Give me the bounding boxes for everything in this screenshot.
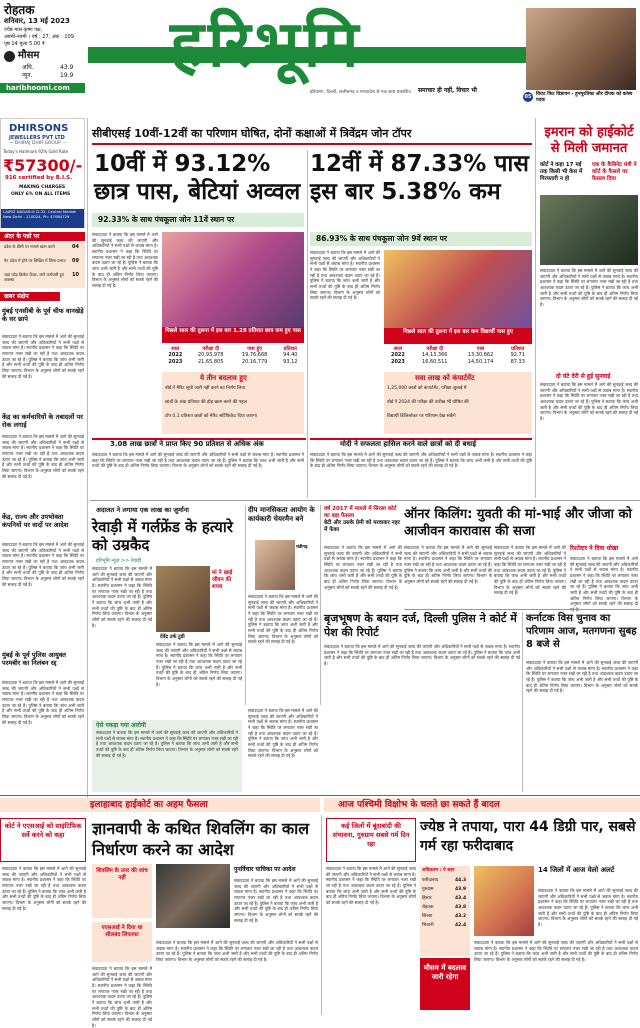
inside-page-1: 04	[72, 244, 79, 250]
imran-photo	[540, 195, 638, 265]
imran-cap2: एक के कैबिनेट मंत्री ने कोर्ट के फैसले पर फैसला दिया	[592, 162, 637, 182]
tagline: हरियाणा, दिल्ली, छत्तीसगढ़ व मध्यप्रदेश से एक साथ प्रकाशित	[310, 90, 411, 95]
gyan-body-3: संवाददाता ने बताया कि इस मामले में आगे की सुनवाई जल्द की जाएगी और अधिकारियों ने सभी पक्षों से जवाब मांगा है। स्थानीय प्रशासन ने कहा कि स्थिति पर लगातार नजर रखी जा रही है तथा आवश्यक कदम उठाए जा रहे हैं। पुलिस ने बताया कि जांच अभी जारी है और सभी तथ्यों की पुष्टि के बाद ही अंतिम निर्णय लिया जाएगा। विभाग के अनुसार लोगों को सतर्क रहने की सलाह दी गई है।	[92, 966, 152, 1028]
mid-rule	[90, 500, 640, 501]
lead10-cell: 93.12	[283, 358, 298, 365]
heat-note: मौसम में बदलाव जारी रहेगा	[423, 964, 467, 981]
brij-rule	[404, 609, 640, 610]
weather-banner: आज पश्चिमी विक्षोभ के चलते छा सकते हैं बादल	[338, 800, 500, 810]
lead12-caption: पिछले साल की तुलना में इस बार कम विद्यार्थी पास हुए	[403, 329, 513, 335]
edition-meta-2: अष्टमी-नवमी । वर्ष : 27, अंक : 109	[4, 34, 74, 40]
inside-page-2: 09	[72, 258, 79, 264]
honor-divider	[320, 505, 321, 705]
gyan-side: कोर्ट ने एएसआई को साइंटिफिक सर्वे करने को कहा	[4, 822, 82, 839]
lead10-th-3: प्रतिशत	[283, 346, 297, 352]
weather-max-label: अधि.	[22, 64, 34, 71]
strip1-body: संवाददाता ने बताया कि इस मामले में आगे की सुनवाई जल्द की जाएगी और अधिकारियों ने सभी पक्षों से जवाब मांगा है। स्थानीय प्रशासन ने कहा कि स्थिति पर लगातार नजर रखी जा रही है तथा आवश्यक कदम उठाए जा रहे हैं। पुलिस ने बताया कि जांच अभी जारी है और सभी तथ्यों की पुष्टि के बाद ही अंतिम निर्णय लिया जाएगा। विभाग के अनुसार लोगों को सतर्क रहने की सलाह दी गई है।	[92, 452, 304, 469]
masthead-city: रोहतक	[4, 3, 35, 17]
lead12-cell: 92.71	[510, 352, 525, 359]
lead12-sub: 86.93% के साथ पंचकूला जोन 9वें स्थान पर	[316, 234, 447, 243]
strip2: मोदी ने सफलता हासिल करने वाले छात्रों को दी बधाई	[340, 440, 477, 448]
lead12-headline: 12वीं में 87.33% पास इस बार 5.38% कम	[310, 151, 529, 205]
heat-body-2: संवाददाता ने बताया कि इस मामले में आगे की सुनवाई जल्द की जाएगी और अधिकारियों ने सभी पक्षों से जवाब मांगा है। स्थानीय प्रशासन ने कहा कि स्थिति पर लगातार नजर रखी जा रही है तथा आवश्यक कदम उठाए जा रहे हैं। पुलिस ने बताया कि जांच अभी जारी है और सभी तथ्यों की पुष्टि के बाद ही अंतिम निर्णय लिया जाएगा। विभाग के अनुसार लोगों को सतर्क रहने की सलाह दी गई है।	[474, 940, 638, 963]
honor-top: वर्ष 2017 में मामले में सिरसा कोर्ट का बड़ा फैसला	[324, 506, 397, 519]
heat-temp-4: 43.2	[455, 914, 467, 919]
heat-temp-2: 43.4	[455, 896, 467, 901]
rewari-top: अदालत ने लगाया एक लाख का जुर्माना	[96, 506, 189, 514]
weather-title: मौसम	[18, 50, 40, 61]
heat-body-1: संवाददाता ने बताया कि इस मामले में आगे की सुनवाई जल्द की जाएगी और अधिकारियों ने सभी पक्षों से जवाब मांगा है। स्थानीय प्रशासन ने कहा कि स्थिति पर लगातार नजर रखी जा रही है तथा आवश्यक कदम उठाए जा रहे हैं। पुलिस ने बताया कि जांच अभी जारी है और सभी तथ्यों की पुष्टि के बाद ही अंतिम निर्णय लिया जाएगा। विभाग के अनुसार लोगों को सतर्क रहने की सलाह दी गई है।	[326, 866, 416, 906]
inside-item-2[interactable]: मेट प्रदेश में होने पर लिखित में लिया प्रभाव	[4, 258, 66, 263]
ad-making: MAKING CHARGES	[19, 185, 66, 190]
lead12-cell: 2023	[390, 358, 405, 365]
lead-divider	[307, 150, 308, 498]
lead10-caption: पिछले साल की तुलना में इस बार 1.28 प्रतिशत छात्र कम हुए पास	[165, 328, 301, 334]
lead12-table	[384, 346, 532, 365]
lead10-sub: 92.33% के साथ पंचकूला जोन 11वें स्थान पर	[98, 215, 235, 224]
gyan-review: पुनर्विचार याचिका पर आदेश	[234, 866, 296, 873]
heat-temp-5: 42.4	[455, 923, 467, 928]
lead12-cell: 14,13,366	[422, 352, 448, 359]
inside-item-3[interactable]: जहां फोड़ क्रिकेट फेंका, जाने कर्मचारी हुए अवस्था	[4, 272, 64, 282]
ad-box	[0, 118, 85, 228]
khabar-body-4: संवाददाता ने बताया कि इस मामले में आगे की सुनवाई जल्द की जाएगी और अधिकारियों ने सभी पक्षों से जवाब मांगा है। स्थानीय प्रशासन ने कहा कि स्थिति पर लगातार नजर रखी जा रही है तथा आवश्यक कदम उठाए जा रहे हैं। पुलिस ने बताया कि जांच अभी जारी है और सभी तथ्यों की पुष्टि के बाद ही अंतिम निर्णय लिया जाएगा। विभाग के अनुसार लोगों को सतर्क रहने की सलाह दी गई है।	[2, 680, 84, 725]
ad-brand-sub: JEWELLERS PVT LTD	[9, 135, 65, 141]
heat-city-4: सिरसा	[422, 914, 433, 919]
lead10-photo	[162, 232, 304, 327]
heat-temp-1: 43.9	[455, 887, 467, 892]
heat-aside-body: संवाददाता ने बताया कि इस मामले में आगे की सुनवाई जल्द की जाएगी और अधिकारियों ने सभी पक्षों से जवाब मांगा है। स्थानीय प्रशासन ने कहा कि स्थिति पर लगातार नजर रखी जा रही है तथा आवश्यक कदम उठाए जा रहे हैं। पुलिस ने बताया कि जांच अभी जारी है और सभी तथ्यों की पुष्टि के बाद ही अंतिम निर्णय लिया जाएगा। विभाग के अनुसार लोगों को सतर्क रहने की सलाह दी गई है।	[538, 888, 638, 928]
lead10-point-1: बोर्ड ने मेरिट सूची जारी नहीं करने का निर्णय लिया	[165, 386, 246, 391]
lead12-photo	[384, 250, 532, 328]
khabar-h3: केंद्र, राज्य और उपभोक्ता कंपनियों पर वादों पर आदेश	[2, 513, 69, 529]
gyan-headline: ज्ञानवापी के कथित शिवलिंग का काल निर्धारण करने का आदेश	[92, 819, 310, 859]
heat-city-3: रोहतक	[422, 905, 434, 910]
rewari-body-2: संवाददाता ने बताया कि इस मामले में आगे की सुनवाई जल्द की जाएगी और अधिकारियों ने सभी पक्षों से जवाब मांगा है। स्थानीय प्रशासन ने कहा कि स्थिति पर लगातार नजर रखी जा रही है तथा आवश्यक कदम उठाए जा रहे हैं। पुलिस ने बताया कि जांच अभी जारी है और सभी तथ्यों की पुष्टि के बाद ही अंतिम निर्णय लिया जाएगा। विभाग के अनुसार लोगों को सतर्क रहने की सलाह दी गई है।	[156, 642, 242, 687]
gyan-photo	[156, 864, 230, 928]
imran-q: दो घंटे देरी से हुई सुनवाई	[556, 373, 611, 380]
rewari-photo	[156, 566, 210, 632]
lead10-th-1: परीक्षा दी	[202, 346, 220, 352]
honor-headline: ऑनर किलिंग: युवती की मां-भाई और जीजा को आजीवन कारावास की सजा	[404, 507, 632, 539]
heat-headline: ज्येष्ठ ने तपाया, पारा 44 डिग्री पार, सबसे गर्म रहा फरीदाबाद	[420, 819, 636, 854]
bottom-divider	[321, 815, 322, 1015]
honor-ebox: बेटी और उसके प्रेमी को मरवाकर नहर में फेंका	[324, 520, 400, 533]
results-banner: सीबीएसई 10वीं-12वीं का परिणाम घोषित, दोनों कक्षाओं में त्रिवेंद्रम जोन टॉपर	[92, 127, 412, 140]
lead12-cell: 13,30,662	[467, 352, 494, 359]
bottom-rule	[0, 795, 640, 796]
honor-body-2: संवाददाता ने बताया कि इस मामले में आगे की सुनवाई जल्द की जाएगी और अधिकारियों ने सभी पक्षों से जवाब मांगा है। स्थानीय प्रशासन ने कहा कि स्थिति पर लगातार नजर रखी जा रही है तथा आवश्यक कदम उठाए जा रहे हैं। पुलिस ने बताया कि जांच अभी जारी है और सभी तथ्यों की पुष्टि के बाद ही अंतिम निर्णय लिया जाएगा। विभाग के अनुसार लोगों को सतर्क रहने की सलाह दी गई है।	[404, 545, 492, 585]
rewari-body: संवाददाता ने बताया कि इस मामले में आगे की सुनवाई जल्द की जाएगी और अधिकारियों ने सभी पक्षों से जवाब मांगा है। स्थानीय प्रशासन ने कहा कि स्थिति पर लगातार नजर रखी जा रही है तथा आवश्यक कदम उठाए जा रहे हैं। पुलिस ने बताया कि जांच अभी जारी है और सभी तथ्यों की पुष्टि के बाद ही अंतिम निर्णय लिया जाएगा। विभाग के अनुसार लोगों को सतर्क रहने की सलाह दी गई है।	[92, 566, 152, 628]
ad-rate-label: Today's Hallmark 92% Gold Rate	[3, 149, 69, 154]
lead10-th-2: पास हुए	[247, 346, 262, 352]
heat-city-2: हिसार	[422, 896, 432, 901]
gyan-side-body: संवाददाता ने बताया कि इस मामले में आगे की सुनवाई जल्द की जाएगी और अधिकारियों ने सभी पक्षों से जवाब मांगा है। स्थानीय प्रशासन ने कहा कि स्थिति पर लगातार नजर रखी जा रही है तथा आवश्यक कदम उठाए जा रहे हैं। पुलिस ने बताया कि जांच अभी जारी है और सभी तथ्यों की पुष्टि के बाद ही अंतिम निर्णय लिया जाएगा। विभाग के अनुसार लोगों को सतर्क रहने की सलाह दी गई है।	[2, 866, 86, 911]
lead12-th-0: साल	[393, 346, 402, 352]
heat-side: कई जिलों में बूंदाबांदी की संभावना, गुरुग्राम सबसे गर्म दिन रहा	[332, 822, 410, 848]
khabar-sankshep	[0, 292, 85, 792]
wadhwa-headline: दीप मानसिकता आयोग के कार्यकारी चेयरमैन बने	[248, 506, 315, 523]
imran-divider	[535, 118, 536, 498]
lead10-headline: 10वीं में 93.12% छात्र पास, बेटियां अव्वल	[94, 151, 301, 205]
inside-page-3: 10	[72, 272, 79, 278]
karnataka-divider	[522, 612, 523, 792]
wadhwa-name: चंडीगढ़	[296, 545, 308, 550]
rewari-extra: संवाददाता ने बताया कि इस मामले में आगे की सुनवाई जल्द की जाएगी और अधिकारियों ने सभी पक्षों से जवाब मांगा है। स्थानीय प्रशासन ने कहा कि स्थिति पर लगातार नजर रखी जा रही है तथा आवश्यक कदम उठाए जा रहे हैं। पुलिस ने बताया कि जांच अभी जारी है और सभी तथ्यों की पुष्टि के बाद ही अंतिम निर्णय लिया जाएगा। विभाग के अनुसार लोगों को सतर्क रहने की सलाह दी गई है।	[248, 708, 318, 759]
khabar-body-3: संवाददाता ने बताया कि इस मामले में आगे की सुनवाई जल्द की जाएगी और अधिकारियों ने सभी पक्षों से जवाब मांगा है। स्थानीय प्रशासन ने कहा कि स्थिति पर लगातार नजर रखी जा रही है तथा आवश्यक कदम उठाए जा रहे हैं। पुलिस ने बताया कि जांच अभी जारी है और सभी तथ्यों की पुष्टि के बाद ही अंतिम निर्णय लिया जाएगा। विभाग के अनुसार लोगों को सतर्क रहने की सलाह दी गई है।	[2, 542, 84, 587]
rewari-quote: मां ने खाई जीवन की शपथ	[212, 570, 233, 590]
hc-banner: इलाहाबाद हाईकोर्ट का अहम फैसला	[90, 800, 208, 810]
brij-body: संवाददाता ने बताया कि इस मामले में आगे की सुनवाई जल्द की जाएगी और अधिकारियों ने सभी पक्षों से जवाब मांगा है। स्थानीय प्रशासन ने कहा कि स्थिति पर लगातार नजर रखी जा रही है तथा आवश्यक कदम उठाए जा रहे हैं। पुलिस ने बताया कि जांच अभी जारी है और सभी तथ्यों की पुष्टि के बाद ही अंतिम निर्णय लिया जाएगा। विभाग के अनुसार लोगों को सतर्क रहने की सलाह दी गई है।	[324, 644, 520, 667]
edition-meta-3: पृष्ठ 14 मूल्य 5.00 ₹	[4, 41, 45, 47]
khabar-title: खबर संक्षेप	[4, 293, 29, 300]
rewari-caption: देवेंद्र उर्फ टुडी	[160, 634, 185, 640]
wadhwa-body: संवाददाता ने बताया कि इस मामले में आगे की सुनवाई जल्द की जाएगी और अधिकारियों ने सभी पक्षों से जवाब मांगा है। स्थानीय प्रशासन ने कहा कि स्थिति पर लगातार नजर रखी जा रही है तथा आवश्यक कदम उठाए जा रहे हैं। पुलिस ने बताया कि जांच अभी जारी है और सभी तथ्यों की पुष्टि के बाद ही अंतिम निर्णय लिया जाएगा। विभाग के अनुसार लोगों को सतर्क रहने की सलाह दी गई है।	[248, 594, 318, 645]
gyan-body-2: संवाददाता ने बताया कि इस मामले में आगे की सुनवाई जल्द की जाएगी और अधिकारियों ने सभी पक्षों से जवाब मांगा है। स्थानीय प्रशासन ने कहा कि स्थिति पर लगातार नजर रखी जा रही है तथा आवश्यक कदम उठाए जा रहे हैं। पुलिस ने बताया कि जांच अभी जारी है और सभी तथ्यों की पुष्टि के बाद ही अंतिम निर्णय लिया जाएगा। विभाग के अनुसार लोगों को सतर्क रहने की सलाह दी गई है।	[156, 940, 318, 963]
slogan: समाचार ही नहीं, विचार भी	[418, 87, 477, 94]
website[interactable]: haribhoomi.com	[6, 84, 70, 92]
lead10-cell: 20,16,779	[241, 358, 268, 365]
weather-min-label: न्यून.	[22, 72, 33, 79]
lead10-point-3: टॉप 0.1 प्रतिशत छात्रों को मेरिट सर्टिफिकेट दिया जाएगा	[165, 414, 257, 419]
lead10-cell: 94.40	[283, 352, 298, 359]
lead10-points-title: ये तीन बदलाव हुए	[200, 374, 247, 382]
lead12-th-3: प्रतिशत	[511, 346, 525, 352]
rewari-box-title: ऐसे पकड़ा गया आरोपी	[96, 722, 146, 729]
lead10-cell: 20,93,978	[197, 352, 224, 359]
honor-side: रिश्तेदार ने दिया धोखा	[570, 545, 619, 552]
lead10-cell: 2023	[168, 358, 183, 365]
lead10-table	[162, 346, 304, 365]
lead10-cell: 2022	[168, 352, 183, 359]
honor-body-3: संवाददाता ने बताया कि इस मामले में आगे की सुनवाई जल्द की जाएगी और अधिकारियों ने सभी पक्षों से जवाब मांगा है। स्थानीय प्रशासन ने कहा कि स्थिति पर लगातार नजर रखी जा रही है तथा आवश्यक कदम उठाए जा रहे हैं। पुलिस ने बताया कि जांच अभी जारी है और सभी तथ्यों की पुष्टि के बाद ही अंतिम निर्णय लिया जाएगा। विभाग के अनुसार लोगों को सतर्क रहने की सलाह दी गई है।	[494, 545, 566, 596]
masthead	[0, 0, 640, 110]
lead12-point-3: विद्यार्थी डिजिलॉकर पर परिणाम देख सकेंगे	[387, 414, 456, 419]
heat-photo	[474, 866, 534, 936]
ad-price: ₹57300/-	[3, 156, 83, 175]
teaser-badge: 05	[524, 94, 532, 100]
ad-address: LAJPAT NAGAR-II: D-32, Central Market New Delhi - 110024, Ph: 47084729	[3, 209, 76, 219]
khabar-h1: मुंबई एनसीबी के पूर्व चीफ वानखेड़े के घर छापे	[2, 307, 84, 323]
khabar-body-1: संवाददाता ने बताया कि इस मामले में आगे की सुनवाई जल्द की जाएगी और अधिकारियों ने सभी पक्षों से जवाब मांगा है। स्थानीय प्रशासन ने कहा कि स्थिति पर लगातार नजर रखी जा रही है तथा आवश्यक कदम उठाए जा रहे हैं। पुलिस ने बताया कि जांच अभी जारी है और सभी तथ्यों की पुष्टि के बाद ही अंतिम निर्णय लिया जाएगा। विभाग के अनुसार लोगों को सतर्क रहने की सलाह दी गई है।	[2, 334, 84, 379]
ad-brand: DHIRSONS	[9, 123, 69, 134]
lead12-cell: 2022	[390, 352, 405, 359]
logo: हरिभूमि	[170, 7, 363, 82]
imran-body-2: संवाददाता ने बताया कि इस मामले में आगे की सुनवाई जल्द की जाएगी और अधिकारियों ने सभी पक्षों से जवाब मांगा है। स्थानीय प्रशासन ने कहा कि स्थिति पर लगातार नजर रखी जा रही है तथा आवश्यक कदम उठाए जा रहे हैं। पुलिस ने बताया कि जांच अभी जारी है और सभी तथ्यों की पुष्टि के बाद ही अंतिम निर्णय लिया जाएगा। विभाग के अनुसार लोगों को सतर्क रहने की सलाह दी गई है।	[540, 382, 638, 422]
weather-max: 43.9	[60, 64, 74, 71]
lead12-cell: 14,50,174	[467, 358, 494, 365]
ad-group: — DHIRAJ DHIR GROUP —	[9, 141, 67, 146]
gyan-box1-text: शिवलिंग के उपर की जांच नहीं	[96, 868, 148, 881]
lead12-body: संवाददाता ने बताया कि इस मामले में आगे की सुनवाई जल्द की जाएगी और अधिकारियों ने सभी पक्षों से जवाब मांगा है। स्थानीय प्रशासन ने कहा कि स्थिति पर लगातार नजर रखी जा रही है तथा आवश्यक कदम उठाए जा रहे हैं। पुलिस ने बताया कि जांच अभी जारी है और सभी तथ्यों की पुष्टि के बाद ही अंतिम निर्णय लिया जाएगा। विभाग के अनुसार लोगों को सतर्क रहने की सलाह दी गई है।	[310, 250, 380, 301]
honor-body-1: संवाददाता ने बताया कि इस मामले में आगे की सुनवाई जल्द की जाएगी और अधिकारियों ने सभी पक्षों से जवाब मांगा है। स्थानीय प्रशासन ने कहा कि स्थिति पर लगातार नजर रखी जा रही है तथा आवश्यक कदम उठाए जा रहे हैं। पुलिस ने बताया कि जांच अभी जारी है और सभी तथ्यों की पुष्टि के बाद ही अंतिम निर्णय लिया जाएगा। विभाग के अनुसार लोगों को सतर्क रहने की सलाह दी गई है।	[324, 545, 402, 590]
masthead-date: शनिवार, 13 मई 2023	[4, 17, 70, 25]
lead10-body: संवाददाता ने बताया कि इस मामले में आगे की सुनवाई जल्द की जाएगी और अधिकारियों ने सभी पक्षों से जवाब मांगा है। स्थानीय प्रशासन ने कहा कि स्थिति पर लगातार नजर रखी जा रही है तथा आवश्यक कदम उठाए जा रहे हैं। पुलिस ने बताया कि जांच अभी जारी है और सभी तथ्यों की पुष्टि के बाद ही अंतिम निर्णय लिया जाएगा। विभाग के अनुसार लोगों को सतर्क रहने की सलाह दी गई है।	[92, 232, 158, 289]
wadhwa-photo	[255, 540, 295, 590]
strip2-body: संवाददाता ने बताया कि इस मामले में आगे की सुनवाई जल्द की जाएगी और अधिकारियों ने सभी पक्षों से जवाब मांगा है। स्थानीय प्रशासन ने कहा कि स्थिति पर लगातार नजर रखी जा रही है तथा आवश्यक कदम उठाए जा रहे हैं। पुलिस ने बताया कि जांच अभी जारी है और सभी तथ्यों की पुष्टि के बाद ही अंतिम निर्णय लिया जाएगा। विभाग के अनुसार लोगों को सतर्क रहने की सलाह दी गई है।	[310, 452, 532, 469]
sun-icon	[4, 51, 15, 62]
inside-title: अंदर के पन्नों पर	[4, 233, 40, 240]
imran-body-1: संवाददाता ने बताया कि इस मामले में आगे की सुनवाई जल्द की जाएगी और अधिकारियों ने सभी पक्षों से जवाब मांगा है। स्थानीय प्रशासन ने कहा कि स्थिति पर लगातार नजर रखी जा रही है तथा आवश्यक कदम उठाए जा रहे हैं। पुलिस ने बताया कि जांच अभी जारी है और सभी तथ्यों की पुष्टि के बाद ही अंतिम निर्णय लिया जाएगा। विभाग के अनुसार लोगों को सतर्क रहने की सलाह दी गई है।	[540, 268, 638, 308]
teaser-text: विराट फिट विज्ञापन - हुनमूरतिका और दीपक को कांस्य पदक	[536, 92, 633, 103]
lead12-point-2: बोर्ड ने 2024 की परीक्षा की तारीख भी घोषित की	[387, 400, 469, 405]
lead10-cell: 21,65,805	[197, 358, 224, 365]
inside-pages	[0, 232, 85, 288]
left-divider	[87, 118, 88, 798]
results-banner-rule	[92, 143, 532, 145]
strip1: 3.08 लाख छात्रों ने प्राप्त किए 90 प्रतिशत से अधिक अंक	[110, 440, 264, 448]
lead10-cell: 19,76,668	[241, 352, 268, 359]
lead12-th-2: पास	[476, 346, 485, 352]
heat-city-1: गुरुग्राम	[422, 887, 434, 892]
gyan-box2-text: एएसआई ने दिया था सीलबंद लिफाफा	[101, 925, 143, 938]
inside-item-1[interactable]: प्रदेश के डीसी पर मामले खत्म करने	[4, 244, 55, 249]
khabar-h4: मुंबई के पूर्व पुलिस आयुक्त परमबीर का निलंबन रद्द	[2, 651, 66, 667]
heat-box-title: अधिकतम : ये शहर	[422, 868, 455, 873]
karnataka-body: संवाददाता ने बताया कि इस मामले में आगे की सुनवाई जल्द की जाएगी और अधिकारियों ने सभी पक्षों से जवाब मांगा है। स्थानीय प्रशासन ने कहा कि स्थिति पर लगातार नजर रखी जा रही है तथा आवश्यक कदम उठाए जा रहे हैं। पुलिस ने बताया कि जांच अभी जारी है और सभी तथ्यों की पुष्टि के बाद ही अंतिम निर्णय लिया जाएगा। विभाग के अनुसार लोगों को सतर्क रहने की सलाह दी गई है।	[526, 660, 638, 694]
wadhwa-divider	[245, 505, 246, 705]
khabar-body-2: संवाददाता ने बताया कि इस मामले में आगे की सुनवाई जल्द की जाएगी और अधिकारियों ने सभी पक्षों से जवाब मांगा है। स्थानीय प्रशासन ने कहा कि स्थिति पर लगातार नजर रखी जा रही है तथा आवश्यक कदम उठाए जा रहे हैं। पुलिस ने बताया कि जांच अभी जारी है और सभी तथ्यों की पुष्टि के बाद ही अंतिम निर्णय लिया जाएगा। विभाग के अनुसार लोगों को सतर्क रहने की सलाह दी गई है।	[2, 434, 84, 479]
rewari-headline: रेवाड़ी में गर्लफ्रेंड के हत्यारे को उम्रकैद	[92, 518, 233, 554]
heat-city-5: भिवानी	[422, 923, 434, 928]
ad-offer: ONLY 6% ON ALL ITEMS	[11, 192, 71, 197]
imran-cap1: कोर्ट ने कहा 17 मई तक किसी भी केस में गिरफ्तारी न हो	[540, 162, 583, 182]
rewari-box-body: संवाददाता ने बताया कि इस मामले में आगे की सुनवाई जल्द की जाएगी और अधिकारियों ने सभी पक्षों से जवाब मांगा है। स्थानीय प्रशासन ने कहा कि स्थिति पर लगातार नजर रखी जा रही है तथा आवश्यक कदम उठाए जा रहे हैं। पुलिस ने बताया कि जांच अभी जारी है और सभी तथ्यों की पुष्टि के बाद ही अंतिम निर्णय लिया जाएगा। विभाग के अनुसार लोगों को सतर्क रहने की सलाह दी गई है।	[96, 730, 238, 758]
lead12-cell: 16,60,511	[422, 358, 448, 365]
honor-side-body: संवाददाता ने बताया कि इस मामले में आगे की सुनवाई जल्द की जाएगी और अधिकारियों ने सभी पक्षों से जवाब मांगा है। स्थानीय प्रशासन ने कहा कि स्थिति पर लगातार नजर रखी जा रही है तथा आवश्यक कदम उठाए जा रहे हैं। पुलिस ने बताया कि जांच अभी जारी है और सभी तथ्यों की पुष्टि के बाद ही अंतिम निर्णय लिया जाएगा। विभाग के अनुसार लोगों को सतर्क रहने की सलाह दी	[570, 556, 638, 607]
lead12-points-title: सवा लाख को कंपार्टमेंट	[415, 374, 475, 382]
heat-temp-0: 44.3	[455, 878, 467, 883]
ad-purity: 916 certified by B.I.S.	[5, 175, 73, 181]
lead10-th-0: साल	[171, 346, 180, 352]
gyan-body-1: संवाददाता ने बताया कि इस मामले में आगे की सुनवाई जल्द की जाएगी और अधिकारियों ने सभी पक्षों से जवाब मांगा है। स्थानीय प्रशासन ने कहा कि स्थिति पर लगातार नजर रखी जा रही है तथा आवश्यक कदम उठाए जा रहे हैं। पुलिस ने बताया कि जांच अभी जारी है और सभी तथ्यों की पुष्टि के बाद ही अंतिम निर्णय लिया जाएगा। विभाग के अनुसार लोगों को सतर्क रहने की सलाह दी गई है।	[234, 878, 318, 923]
lead12-point-1: 1,25,000 छात्रों को कंपार्टमेंट, परीक्षा जुलाई में	[387, 386, 467, 391]
teaser-photo	[526, 8, 636, 90]
khabar-h2: केंद्र का कर्मचारियों के तबादलों पर रोक लगाई	[2, 413, 83, 429]
heat-temp-3: 43.8	[455, 905, 467, 910]
brij-headline: बृजभूषण के बयान दर्ज, दिल्ली पुलिस ने कोर्ट में पेश की रिपोर्ट	[324, 612, 517, 639]
heat-aside: 14 जिलों में आज येलो अलर्ट	[538, 866, 615, 874]
lead12-th-1: परीक्षा दी	[426, 346, 444, 352]
lead10-point-2: छात्रों के अंक प्रतिशत की होड़ खत्म करने की पहल	[165, 400, 247, 405]
imran-headline: इमरान को हाईकोर्ट से मिली जमानत	[544, 125, 634, 156]
edition-meta-1: ज्येष्ठ मास कृष्ण पक्ष,	[4, 27, 43, 33]
karnataka-headline: कर्नाटक विस चुनाव का परिणाम आज, मतगणना सुबह 8 बजे से	[526, 613, 637, 650]
rewari-byline: हरिभूमि न्यूज >> रेवाड़ी	[96, 558, 142, 564]
weather-min: 19.9	[60, 72, 74, 79]
lead12-cell: 87.33	[510, 358, 525, 365]
heat-city-0: फरीदाबाद	[422, 878, 439, 883]
